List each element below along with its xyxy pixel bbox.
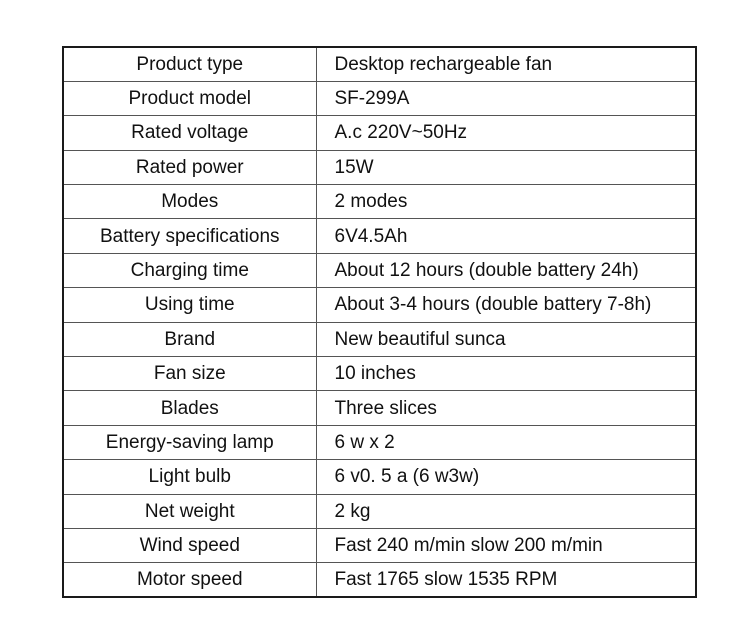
table-row	[63, 357, 696, 391]
spec-value: Three slices	[316, 391, 696, 425]
spec-label: Light bulb	[63, 460, 316, 494]
spec-value: 15W	[316, 150, 696, 184]
table-row	[63, 322, 696, 356]
table-row	[63, 563, 696, 597]
spec-label: Net weight	[63, 494, 316, 528]
table-row	[63, 185, 696, 219]
spec-label: Modes	[63, 185, 316, 219]
table-row	[63, 47, 696, 81]
spec-value: 2 modes	[316, 185, 696, 219]
spec-value: 10 inches	[316, 357, 696, 391]
spec-label: Energy-saving lamp	[63, 425, 316, 459]
spec-value: 6V4.5Ah	[316, 219, 696, 253]
spec-value: About 12 hours (double battery 24h)	[316, 253, 696, 287]
table-row	[63, 253, 696, 287]
spec-label: Product model	[63, 81, 316, 115]
table-row	[63, 460, 696, 494]
spec-value: 6 w x 2	[316, 425, 696, 459]
spec-label: Wind speed	[63, 528, 316, 562]
spec-value: A.c 220V~50Hz	[316, 116, 696, 150]
spec-label: Blades	[63, 391, 316, 425]
spec-label: Rated voltage	[63, 116, 316, 150]
table-row	[63, 219, 696, 253]
table-row	[63, 425, 696, 459]
table-row	[63, 494, 696, 528]
spec-value: 6 v0. 5 a (6 w3w)	[316, 460, 696, 494]
spec-label: Brand	[63, 322, 316, 356]
spec-table	[62, 46, 697, 598]
table-row	[63, 150, 696, 184]
table-row	[63, 288, 696, 322]
spec-label: Product type	[63, 47, 316, 81]
spec-value: Fast 1765 slow 1535 RPM	[316, 563, 696, 597]
spec-value: SF-299A	[316, 81, 696, 115]
spec-label: Battery specifications	[63, 219, 316, 253]
spec-value: New beautiful sunca	[316, 322, 696, 356]
table-row	[63, 391, 696, 425]
spec-label: Motor speed	[63, 563, 316, 597]
spec-value: About 3-4 hours (double battery 7-8h)	[316, 288, 696, 322]
spec-label: Charging time	[63, 253, 316, 287]
spec-value: Desktop rechargeable fan	[316, 47, 696, 81]
table-row	[63, 116, 696, 150]
table-row	[63, 81, 696, 115]
spec-label: Fan size	[63, 357, 316, 391]
spec-value: 2 kg	[316, 494, 696, 528]
spec-label: Using time	[63, 288, 316, 322]
spec-value: Fast 240 m/min slow 200 m/min	[316, 528, 696, 562]
spec-label: Rated power	[63, 150, 316, 184]
table-row	[63, 528, 696, 562]
spec-table-body	[63, 47, 696, 597]
